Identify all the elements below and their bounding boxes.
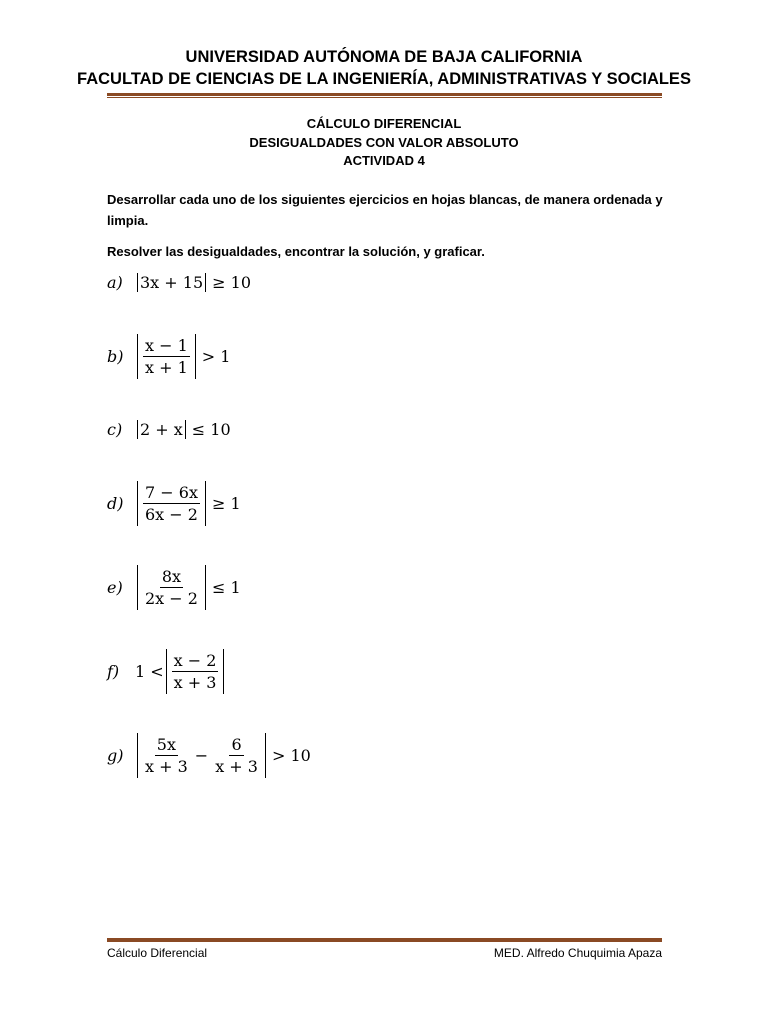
denominator: x + 3 bbox=[145, 756, 188, 776]
numerator: 8x bbox=[161, 566, 182, 586]
numerator: 6 bbox=[231, 734, 242, 754]
exercise-e bbox=[107, 562, 241, 612]
absolute-value bbox=[137, 733, 266, 778]
topic-title: DESIGUALDADES CON VALOR ABSOLUTO bbox=[249, 135, 519, 150]
footer-right: MED. Alfredo Chuquimia Apaza bbox=[493, 946, 662, 960]
relation: ≤ 10 bbox=[191, 419, 231, 439]
footer-left: Cálculo Diferencial bbox=[107, 946, 208, 960]
document-header bbox=[0, 46, 768, 90]
fraction bbox=[143, 336, 190, 377]
operator: − bbox=[194, 745, 209, 765]
relation: ≥ 1 bbox=[211, 493, 241, 513]
fraction-2 bbox=[213, 735, 260, 776]
exercise-f bbox=[107, 646, 230, 696]
instruction-1: Desarrollar cada uno de los siguientes ejercicios en hojas blancas, de manera ordenada y limpia. bbox=[107, 192, 663, 228]
absolute-value bbox=[137, 334, 196, 379]
exercise-a bbox=[107, 257, 251, 307]
activity-title: ACTIVIDAD 4 bbox=[343, 153, 425, 168]
abs-inner: 3x + 15 bbox=[140, 272, 204, 292]
absolute-value bbox=[137, 273, 206, 292]
denominator: x + 3 bbox=[215, 756, 258, 776]
relation: > 10 bbox=[271, 745, 311, 765]
denominator: x + 1 bbox=[145, 357, 188, 377]
numerator: 7 − 6x bbox=[145, 482, 198, 502]
footer-rule bbox=[107, 938, 662, 942]
fraction-1 bbox=[143, 735, 190, 776]
exercise-label: e) bbox=[107, 577, 123, 597]
prefix: 1 < bbox=[135, 661, 164, 681]
exercise-label: d) bbox=[107, 493, 124, 513]
header-rule-thin bbox=[107, 97, 662, 98]
exercise-label: f) bbox=[107, 661, 120, 681]
absolute-value bbox=[166, 649, 225, 694]
instruction-2: Resolver las desigualdades, encontrar la solución, y graficar. bbox=[107, 244, 485, 259]
absolute-value bbox=[137, 481, 206, 526]
abs-inner: 2 + x bbox=[140, 419, 183, 439]
denominator: 6x − 2 bbox=[145, 504, 198, 524]
faculty-name: FACULTAD DE CIENCIAS DE LA INGENIERÍA, ADMINISTRATIVAS Y SOCIALES bbox=[77, 70, 691, 88]
denominator: 2x − 2 bbox=[145, 588, 198, 608]
relation: ≤ 1 bbox=[211, 577, 241, 597]
absolute-value bbox=[137, 420, 186, 439]
absolute-value bbox=[137, 565, 206, 610]
exercise-label: c) bbox=[107, 419, 123, 439]
exercise-g bbox=[107, 730, 311, 780]
university-name: UNIVERSIDAD AUTÓNOMA DE BAJA CALIFORNIA bbox=[185, 48, 583, 66]
denominator: x + 3 bbox=[173, 672, 217, 692]
numerator: x − 1 bbox=[145, 335, 188, 355]
numerator: x − 2 bbox=[173, 650, 217, 670]
exercise-label: a) bbox=[107, 272, 123, 292]
course-title: CÁLCULO DIFERENCIAL bbox=[306, 116, 462, 131]
relation: ≥ 10 bbox=[212, 272, 251, 292]
header-rule bbox=[107, 93, 662, 96]
exercise-d bbox=[107, 478, 241, 528]
exercise-label: g) bbox=[107, 745, 124, 765]
exercise-label: b) bbox=[107, 346, 124, 366]
numerator: 5x bbox=[156, 734, 176, 754]
relation: > 1 bbox=[201, 346, 231, 366]
fraction bbox=[143, 567, 200, 608]
fraction bbox=[143, 483, 200, 524]
exercise-b bbox=[107, 331, 230, 381]
exercise-c bbox=[107, 404, 231, 454]
fraction bbox=[172, 651, 219, 692]
